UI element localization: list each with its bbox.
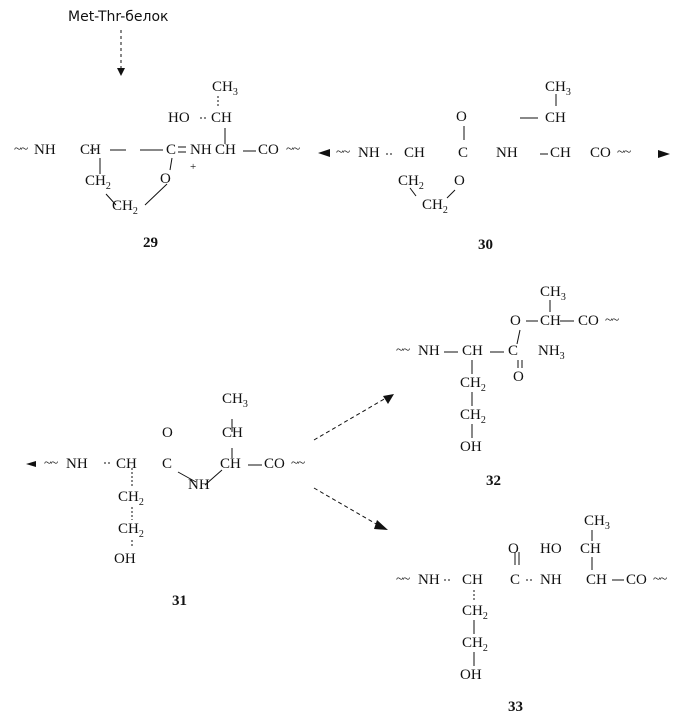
c30-ring xyxy=(410,188,416,196)
c32-bond xyxy=(517,330,520,344)
c31-wave-r: ~~ xyxy=(291,456,305,471)
c30-co: CO xyxy=(590,145,611,161)
c30-ch2: $CH_2$ xyxy=(398,173,424,192)
c32-ch: CH xyxy=(540,313,561,329)
arrow-31-32-head xyxy=(383,394,394,404)
label-29: 29 xyxy=(143,235,158,251)
label-31: 31 xyxy=(172,593,187,609)
header-arrow-head xyxy=(117,68,125,76)
c30-nh: NH xyxy=(358,145,380,161)
c33-ho: HO xyxy=(540,541,562,557)
arrow-31-32-line xyxy=(314,398,386,440)
c31-ch: CH xyxy=(222,425,243,441)
c31-ch2-b: $CH_2$ xyxy=(118,521,144,540)
c30-wave: ~~ xyxy=(336,145,350,160)
arrow-30-31-left xyxy=(26,461,36,467)
c33-ch3: $CH_3$ xyxy=(584,513,610,532)
c30-ring xyxy=(447,190,455,198)
c33-c: C xyxy=(510,572,521,588)
c29-ho: HO xyxy=(168,110,190,126)
c33-co: CO xyxy=(626,572,647,588)
c29-c: C xyxy=(166,142,177,158)
c33-ch-b: CH xyxy=(586,572,607,588)
c32-oh: OH xyxy=(460,439,482,455)
c32-wave-r: ~~ xyxy=(605,313,619,328)
c29-ch2-b: $CH_2$ xyxy=(112,198,138,217)
c29-nh-plus: NH xyxy=(190,142,212,158)
c32-co: CO xyxy=(578,313,599,329)
c32-ch-a: CH xyxy=(462,343,483,359)
c33-ch2: $CH_2$ xyxy=(462,603,488,622)
c31-ch3: $CH_3$ xyxy=(222,391,248,410)
label-32: 32 xyxy=(486,473,501,489)
c30-ch-a: CH xyxy=(404,145,425,161)
c31-ch2: $CH_2$ xyxy=(118,489,144,508)
c31-c: C xyxy=(162,456,173,472)
c33-ch2-b: $CH_2$ xyxy=(462,635,488,654)
c31-nh-b: NH xyxy=(188,477,210,493)
c29-co: CO xyxy=(258,142,279,158)
c32-o-b: O xyxy=(513,369,524,385)
c30-c: C xyxy=(458,145,469,161)
c29-o: O xyxy=(160,171,171,187)
label-33: 33 xyxy=(508,699,523,715)
c33-wave: ~~ xyxy=(396,572,410,587)
c31-oh: OH xyxy=(114,551,136,567)
c29-ch: CH xyxy=(211,110,232,126)
c30-ch3: $CH_3$ xyxy=(545,79,571,98)
header-label: Met-Thr-белок xyxy=(68,9,169,25)
c29-wave: ~~ xyxy=(14,142,28,157)
c29-ring xyxy=(170,158,172,170)
c32-c: C xyxy=(508,343,519,359)
c30-nh-b: NH xyxy=(496,145,518,161)
c29-ch3: $CH_3$ xyxy=(212,79,238,98)
c32-ch2: $CH_2$ xyxy=(460,375,486,394)
c29-ch-ring: CH xyxy=(80,142,101,158)
c33-wave-r: ~~ xyxy=(653,572,667,587)
label-30: 30 xyxy=(478,237,493,253)
c32-nh3: $NH_3$ xyxy=(538,343,565,362)
c33-ch-a: CH xyxy=(462,572,483,588)
arrow-29-30 xyxy=(318,149,330,157)
c31-wave: ~~ xyxy=(44,456,58,471)
arrow-31-33-line xyxy=(314,488,378,525)
c30-ch-b: CH xyxy=(550,145,571,161)
c33-nh-b: NH xyxy=(540,572,562,588)
c31-ch-b: CH xyxy=(220,456,241,472)
c33-oh: OH xyxy=(460,667,482,683)
c31-nh: NH xyxy=(66,456,88,472)
c32-wave: ~~ xyxy=(396,343,410,358)
arrow-31-33-head xyxy=(374,520,388,530)
c29-nh: NH xyxy=(34,142,56,158)
c32-ch3: $CH_3$ xyxy=(540,284,566,303)
c29-plus: + xyxy=(190,161,197,173)
c33-o: O xyxy=(508,541,519,557)
c31-o: O xyxy=(162,425,173,441)
c31-co: CO xyxy=(264,456,285,472)
c30-o: O xyxy=(456,109,467,125)
c29-ch-b: CH xyxy=(215,142,236,158)
c30-o-ring: O xyxy=(454,173,465,189)
c30-ch2-b: $CH_2$ xyxy=(422,197,448,216)
c32-o: O xyxy=(510,313,521,329)
c32-ch2-b: $CH_2$ xyxy=(460,407,486,426)
c29-ch2: $CH_2$ xyxy=(85,173,111,192)
c30-wave-r: ~~ xyxy=(617,145,631,160)
c33-nh: NH xyxy=(418,572,440,588)
arrow-30-31 xyxy=(658,150,670,158)
c30-ch: CH xyxy=(545,110,566,126)
c32-nh: NH xyxy=(418,343,440,359)
c29-ring xyxy=(145,184,167,205)
c33-ch: CH xyxy=(580,541,601,557)
c31-ch-a: CH xyxy=(116,456,137,472)
c29-wave-r: ~~ xyxy=(286,142,300,157)
